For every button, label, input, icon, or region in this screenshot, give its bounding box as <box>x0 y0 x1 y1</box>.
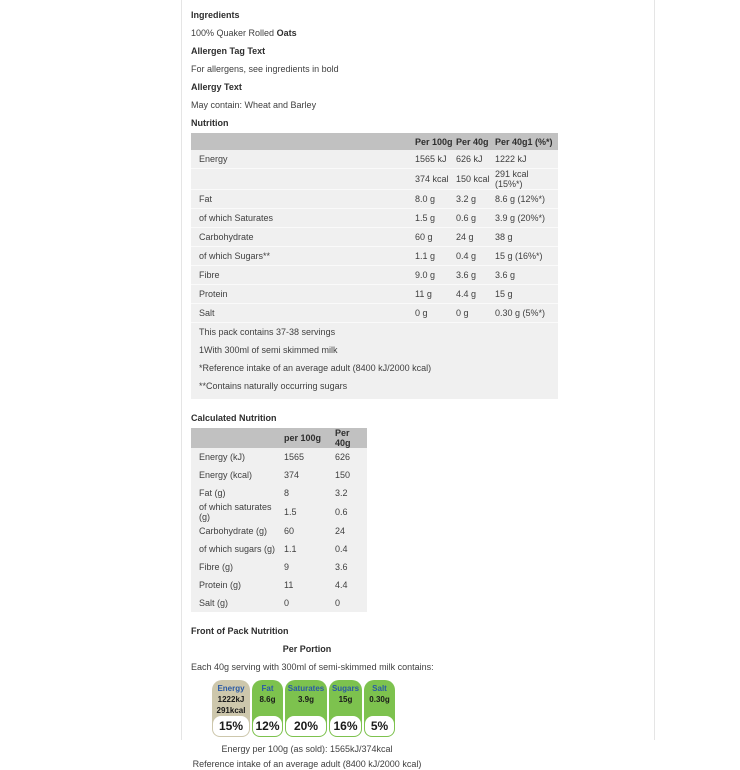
nutrition-col-per100g: Per 100g <box>415 133 456 150</box>
table-cell: 3.6 g <box>495 266 558 285</box>
table-cell: 1222 kJ <box>495 150 558 169</box>
allergy-text-heading: Allergy Text <box>191 82 242 92</box>
table-cell: 3.6 <box>335 562 348 572</box>
table-cell: 4.4 <box>335 580 348 590</box>
fop-footer <box>191 744 423 770</box>
table-cell: 374 <box>284 470 300 480</box>
table-cell: 1565 kJ <box>415 150 456 169</box>
ingredients-text-prefix: 100% Quaker Rolled <box>191 28 277 38</box>
table-cell: Fat (g) <box>199 488 226 498</box>
table-cell: 150 kcal <box>456 169 495 190</box>
ingredients-text <box>191 24 654 42</box>
table-cell: of which Saturates <box>191 209 415 228</box>
table-cell: 38 g <box>495 228 558 247</box>
fop-label-percent: 12% <box>253 716 282 736</box>
table-cell: 4.4 g <box>456 285 495 304</box>
table-cell: Energy (kJ) <box>199 452 246 462</box>
table-row <box>191 522 367 540</box>
table-row <box>191 540 367 558</box>
table-cell: 0.4 <box>335 544 348 554</box>
table-row <box>191 576 367 594</box>
front-of-pack-heading: Front of Pack Nutrition <box>191 626 289 636</box>
nutrition-col-per40g-milk: Per 40g1 (%*) <box>495 133 558 150</box>
table-cell: 0.4 g <box>456 247 495 266</box>
table-cell: Protein <box>191 285 415 304</box>
table-cell: 11 g <box>415 285 456 304</box>
table-cell: 0.6 <box>335 507 348 517</box>
table-cell: 626 <box>335 452 351 462</box>
calc-col-label <box>191 428 284 448</box>
table-row <box>191 466 367 484</box>
fop-label-sugars <box>329 680 362 737</box>
table-cell: 291 kcal (15%*) <box>495 169 558 190</box>
table-note-row <box>191 359 558 377</box>
table-cell <box>191 169 415 190</box>
table-row <box>191 558 367 576</box>
fop-label-percent: 16% <box>330 716 361 736</box>
table-row <box>191 502 367 522</box>
table-cell: 1.1 <box>284 544 297 554</box>
nutrition-note: **Contains naturally occurring sugars <box>199 381 348 391</box>
nutrition-col-label <box>191 133 415 150</box>
table-cell: Energy (kcal) <box>199 470 253 480</box>
nutrition-col-per40g: Per 40g <box>456 133 495 150</box>
table-cell: of which Sugars** <box>191 247 415 266</box>
table-cell: 1.1 g <box>415 247 456 266</box>
table-cell: 3.2 <box>335 488 348 498</box>
fop-label-value: 8.6g <box>259 695 276 704</box>
table-row <box>191 209 558 228</box>
table-row <box>191 304 558 323</box>
reference-intake-line: Reference intake of an average adult (8400 kJ/2000 kcal) <box>192 759 422 769</box>
fop-label-name: Fat <box>261 684 274 693</box>
table-row <box>191 594 367 612</box>
table-cell: Energy <box>191 150 415 169</box>
table-row <box>191 285 558 304</box>
table-cell: 0 g <box>415 304 456 323</box>
table-row <box>191 190 558 209</box>
nutrition-note: This pack contains 37-38 servings <box>199 327 336 337</box>
table-row <box>191 150 558 169</box>
fop-label-value: 1222kJ <box>217 695 245 704</box>
table-cell: 0 <box>284 598 290 608</box>
table-cell: 15 g (16%*) <box>495 247 558 266</box>
allergen-tag-text: For allergens, see ingredients in bold <box>191 64 339 74</box>
table-cell: 24 g <box>456 228 495 247</box>
nutrition-table-header-row <box>191 133 558 150</box>
table-cell: 9 <box>284 562 290 572</box>
table-cell: 1.5 g <box>415 209 456 228</box>
fop-label-energy <box>212 680 250 737</box>
fop-label-value: 15g <box>338 695 353 704</box>
fop-label-name: Saturates <box>287 684 325 693</box>
table-cell: Protein (g) <box>199 580 242 590</box>
table-cell: 0 <box>335 598 341 608</box>
table-row <box>191 266 558 285</box>
table-cell: Carbohydrate <box>191 228 415 247</box>
table-note-row <box>191 341 558 359</box>
allergen-tag-heading: Allergen Tag Text <box>191 46 266 56</box>
ingredients-text-bold: Oats <box>276 28 297 38</box>
fop-label-name: Energy <box>217 684 245 693</box>
ingredients-heading: Ingredients <box>191 10 240 20</box>
serving-description: Each 40g serving with 300ml of semi-skimmed milk contains: <box>191 662 434 672</box>
nutrition-table <box>191 133 558 399</box>
table-cell: Fibre <box>191 266 415 285</box>
table-note-row <box>191 323 558 342</box>
calc-col-per100g: per 100g <box>284 428 335 448</box>
fop-label-name: Salt <box>372 684 387 693</box>
table-cell: 150 <box>335 470 351 480</box>
table-cell: 8.0 g <box>415 190 456 209</box>
fop-label-value: 291kcal <box>216 706 246 715</box>
table-cell: of which sugars (g) <box>199 544 276 554</box>
calc-table-header-row <box>191 428 367 448</box>
table-cell: 0 g <box>456 304 495 323</box>
table-cell: 9.0 g <box>415 266 456 285</box>
per-portion-wrapper <box>191 640 423 658</box>
table-cell: Carbohydrate (g) <box>199 526 268 536</box>
table-cell: 3.2 g <box>456 190 495 209</box>
nutrition-heading: Nutrition <box>191 118 229 128</box>
table-cell: 8 <box>284 488 290 498</box>
table-row <box>191 169 558 190</box>
table-cell: 15 g <box>495 285 558 304</box>
table-cell: 24 <box>335 526 346 536</box>
table-cell: 0.30 g (5%*) <box>495 304 558 323</box>
table-cell: Fibre (g) <box>199 562 234 572</box>
table-note-row <box>191 377 558 399</box>
table-cell: 374 kcal <box>415 169 456 190</box>
fop-traffic-light-strip <box>212 680 654 737</box>
table-cell: Salt <box>191 304 415 323</box>
per-portion-subheading: Per Portion <box>282 644 332 654</box>
fop-label-fat <box>252 680 283 737</box>
table-cell: 60 g <box>415 228 456 247</box>
fop-label-percent: 5% <box>365 716 394 736</box>
table-cell: 60 <box>284 526 295 536</box>
calculated-nutrition-heading: Calculated Nutrition <box>191 413 277 423</box>
fop-label-saturates <box>285 680 327 737</box>
table-cell: 0.6 g <box>456 209 495 228</box>
allergy-text: May contain: Wheat and Barley <box>191 100 317 110</box>
fop-label-percent: 15% <box>213 716 249 736</box>
calc-col-per40g: Per 40g <box>335 428 367 448</box>
table-cell: of which saturates (g) <box>199 502 272 522</box>
table-row <box>191 448 367 466</box>
table-row <box>191 228 558 247</box>
fop-label-value: 0.30g <box>369 695 390 704</box>
product-info-panel <box>181 0 655 769</box>
table-cell: 626 kJ <box>456 150 495 169</box>
table-row <box>191 247 558 266</box>
fop-label-value: 3.9g <box>297 695 314 704</box>
table-cell: 8.6 g (12%*) <box>495 190 558 209</box>
calculated-nutrition-table <box>191 428 367 612</box>
table-cell: Fat <box>191 190 415 209</box>
table-cell: 3.6 g <box>456 266 495 285</box>
table-cell: 11 <box>284 580 294 590</box>
energy-per-100g-line: Energy per 100g (as sold): 1565kJ/374kcal <box>221 744 393 754</box>
nutrition-note: *Reference intake of an average adult (8400 kJ/2000 kcal) <box>199 363 432 373</box>
fop-label-percent: 20% <box>286 716 326 736</box>
table-cell: 1.5 <box>284 507 297 517</box>
table-cell: 3.9 g (20%*) <box>495 209 558 228</box>
table-row <box>191 484 367 502</box>
nutrition-note: 1With 300ml of semi skimmed milk <box>199 345 338 355</box>
fop-label-salt <box>364 680 395 737</box>
table-cell: 1565 <box>284 452 305 462</box>
table-cell: Salt (g) <box>199 598 229 608</box>
fop-label-name: Sugars <box>331 684 360 693</box>
